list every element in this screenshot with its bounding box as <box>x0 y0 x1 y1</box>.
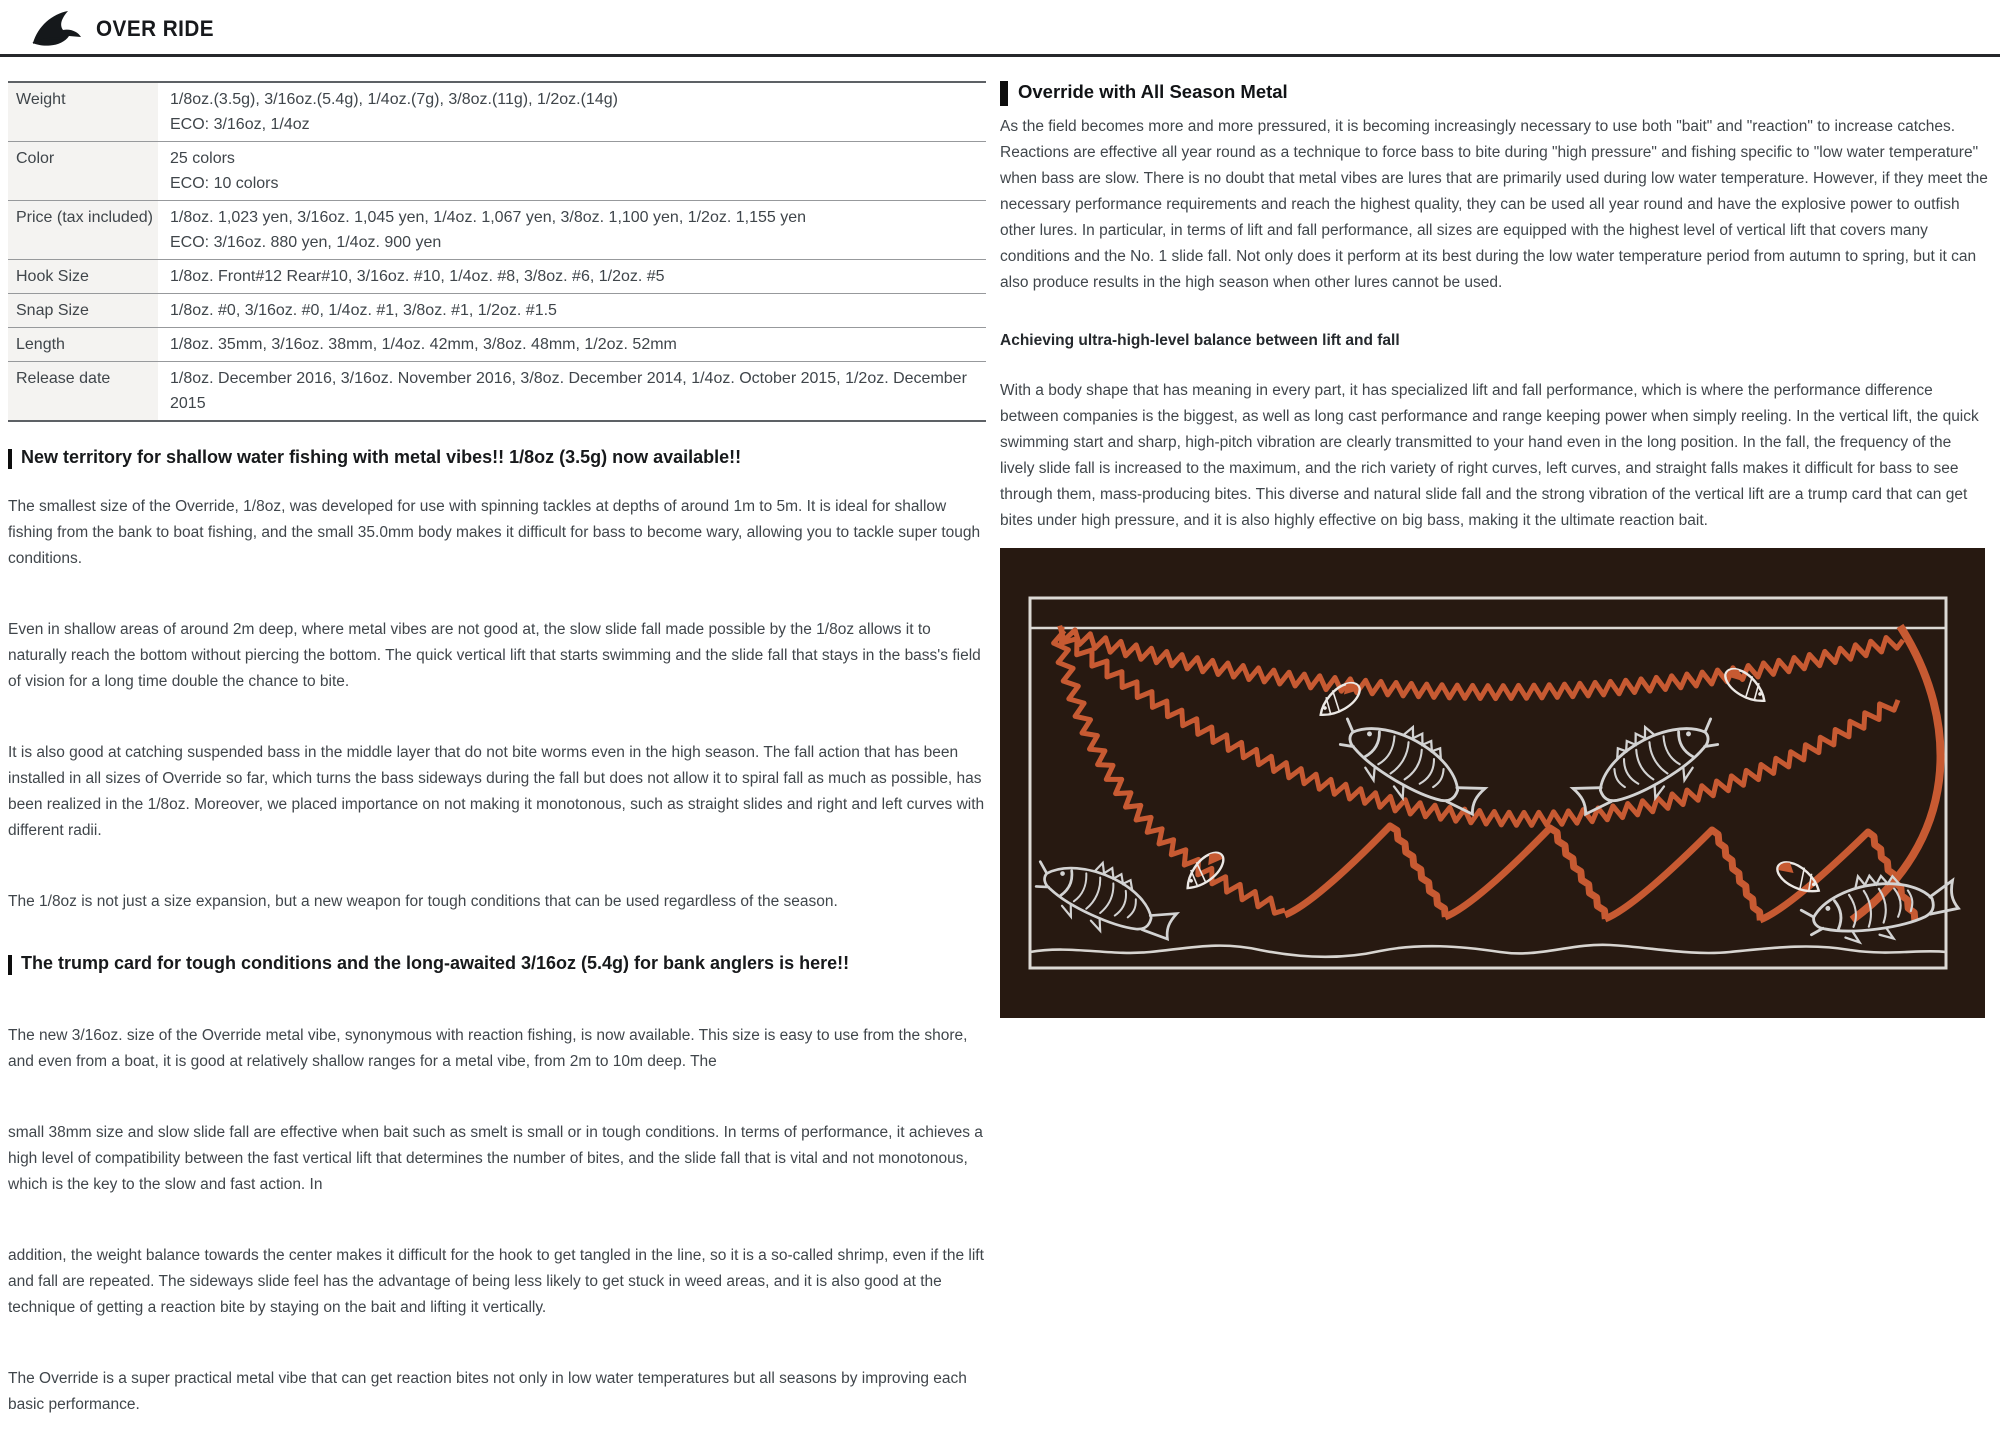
row-value: 1/8oz. 1,023 yen, 3/16oz. 1,045 yen, 1/4oz. 1,067 yen, 3/8oz. 1,100 yen, 1/2oz. 1,155 yen ECO: 3/16oz. 880 yen, 1/4oz. 900 yen <box>170 209 807 251</box>
table-row-length <box>8 328 986 362</box>
paragraph: The smallest size of the Override, 1/8oz, was developed for use with spinning tackles at depths of around 1m to 5m. It is ideal for shallow fishing from the bank to boat fishing, and the small 35.0mm body makes it difficult for bass to become wary, allowing you to tackle super tough conditions. <box>8 498 981 567</box>
row-label: Length <box>8 328 158 361</box>
row-label: Price (tax included) <box>8 201 158 259</box>
heading-bar-icon <box>8 449 12 469</box>
section-heading-all-season-metal: Override with All Season Metal <box>1000 81 1988 106</box>
content-columns <box>0 57 2000 1445</box>
table-row-snap-size <box>8 294 986 328</box>
table-row-price <box>8 201 986 260</box>
row-label: Weight <box>8 83 158 141</box>
paragraph: Even in shallow areas of around 2m deep, where metal vibes are not good at, the slow slide fall made possible by the 1/8oz allows it to naturally reach the bottom without piercing the bottom. The quick vertical lift that starts swimming and the slide fall that stays in the bass's field of vision for a long time double the chance to bite. <box>8 621 981 690</box>
row-label: Snap Size <box>8 294 158 327</box>
bird-icon <box>30 10 82 48</box>
row-value: 1/8oz. 35mm, 3/16oz. 38mm, 1/4oz. 42mm, 3/8oz. 48mm, 1/2oz. 52mm <box>170 336 677 353</box>
row-value: 1/8oz. Front#12 Rear#10, 3/16oz. #10, 1/4oz. #8, 3/8oz. #6, 1/2oz. #5 <box>170 268 665 285</box>
row-value: 1/8oz. December 2016, 3/16oz. November 2016, 3/8oz. December 2014, 1/4oz. October 2015, 1/2oz. December 2015 <box>170 370 967 412</box>
brand-title: OVER RIDE <box>96 16 214 41</box>
section-heading-shallow-water: New territory for shallow water fishing with metal vibes!! 1/8oz (3.5g) now available!! <box>8 447 986 469</box>
paragraph: The 1/8oz is not just a size expansion, but a new weapon for tough conditions that can be used regardless of the season. <box>8 893 838 910</box>
action-diagram-image <box>1000 548 1985 1018</box>
page-header <box>0 0 2000 57</box>
table-row-hook-size <box>8 260 986 294</box>
section-heading-trump-card: The trump card for tough conditions and the long-awaited 3/16oz (5.4g) for bank anglers is here!! <box>8 953 986 975</box>
paragraph: With a body shape that has meaning in every part, it has specialized lift and fall performance, which is where the performance difference between companies is the biggest, as well as long cast performance and range keeping power when simply reeling. In the vertical lift, the quick swimming start and sharp, high-pitch vibration are clearly transmitted to your hand even in the long position. In the fall, the frequency of the lively slide fall is increased to the maximum, and the rich variety of right curves, left curves, and straight falls makes it difficult for bass to see through them, mass-producing bites. This diverse and natural slide fall and the strong vibration of the vertical lift are a trump card that can get bites under high pressure, and it is also highly effective on big bass, making it the ultimate reaction bait. <box>1000 382 1979 529</box>
lift-and-fall-diagram <box>1000 548 1985 1018</box>
paragraph: addition, the weight balance towards the center makes it difficult for the hook to get tangled in the line, so it is a so-called shrimp, even if the lift and fall are repeated. The sideways slide feel has the advantage of being less likely to get stuck in weed areas, and it is also good at the technique of getting a reaction bite by staying on the bait and lifting it vertically. <box>8 1247 984 1316</box>
paragraph: small 38mm size and slow slide fall are effective when bait such as smelt is small or in tough conditions. In terms of performance, it achieves a high level of compatibility between the fast vertical lift that determines the number of bites, and the slide fall that is vital and not monotonous, which is the key to the slow and fast action. In <box>8 1124 983 1193</box>
table-row-release-date <box>8 362 986 420</box>
table-row-weight <box>8 83 986 142</box>
row-value: 1/8oz.(3.5g), 3/16oz.(5.4g), 1/4oz.(7g), 3/8oz.(11g), 1/2oz.(14g) ECO: 3/16oz, 1/4oz <box>170 91 618 133</box>
paragraph: The new 3/16oz. size of the Override metal vibe, synonymous with reaction fishing, is now available. This size is easy to use from the shore, and even from a boat, it is good at relatively shallow ranges for a metal vibe, from 2m to 10m deep. The <box>8 1027 968 1070</box>
subheading-lift-and-fall: Achieving ultra-high-level balance between lift and fall <box>1000 332 1400 349</box>
heading-bar-icon <box>8 955 12 975</box>
row-label: Release date <box>8 362 158 420</box>
row-label: Hook Size <box>8 260 158 293</box>
right-column <box>1000 81 1988 1445</box>
row-label: Color <box>8 142 158 200</box>
row-value: 1/8oz. #0, 3/16oz. #0, 1/4oz. #1, 3/8oz. #1, 1/2oz. #1.5 <box>170 302 557 319</box>
paragraph: The Override is a super practical metal vibe that can get reaction bites not only in low water temperatures but all seasons by improving each basic performance. <box>8 1370 967 1413</box>
heading-bar-icon <box>1000 81 1008 106</box>
spec-table <box>8 81 986 422</box>
table-row-color <box>8 142 986 201</box>
row-value: 25 colors ECO: 10 colors <box>170 150 279 192</box>
left-column <box>8 81 986 1445</box>
paragraph: As the field becomes more and more pressured, it is becoming increasingly necessary to use both "bait" and "reaction" to increase catches. Reactions are effective all year round as a technique to force bass to bite during "high pressure" and fishing specific to "low water temperature" when bass are slow. There is no doubt that metal vibes are lures that are primarily used during low water temperature. However, if they meet the necessary performance requirements and reach the highest quality, they can be used all year round and have the explosive power to outfish other lures. In particular, in terms of lift and fall performance, all sizes are equipped with the highest level of vertical lift that covers many conditions and the No. 1 slide fall. Not only does it perform at its best during the low water temperature period from autumn to spring, but it can also produce results in the high season when other lures cannot be used. <box>1000 118 1988 291</box>
paragraph: It is also good at catching suspended bass in the middle layer that do not bite worms even in the high season. The fall action that has been installed in all sizes of Override so far, which turns the bass sideways during the fall but does not allow it to spiral fall as much as possible, has been realized in the 1/8oz. Moreover, we placed importance on not making it monotonous, such as straight slides and right and left curves with different radii. <box>8 744 985 839</box>
